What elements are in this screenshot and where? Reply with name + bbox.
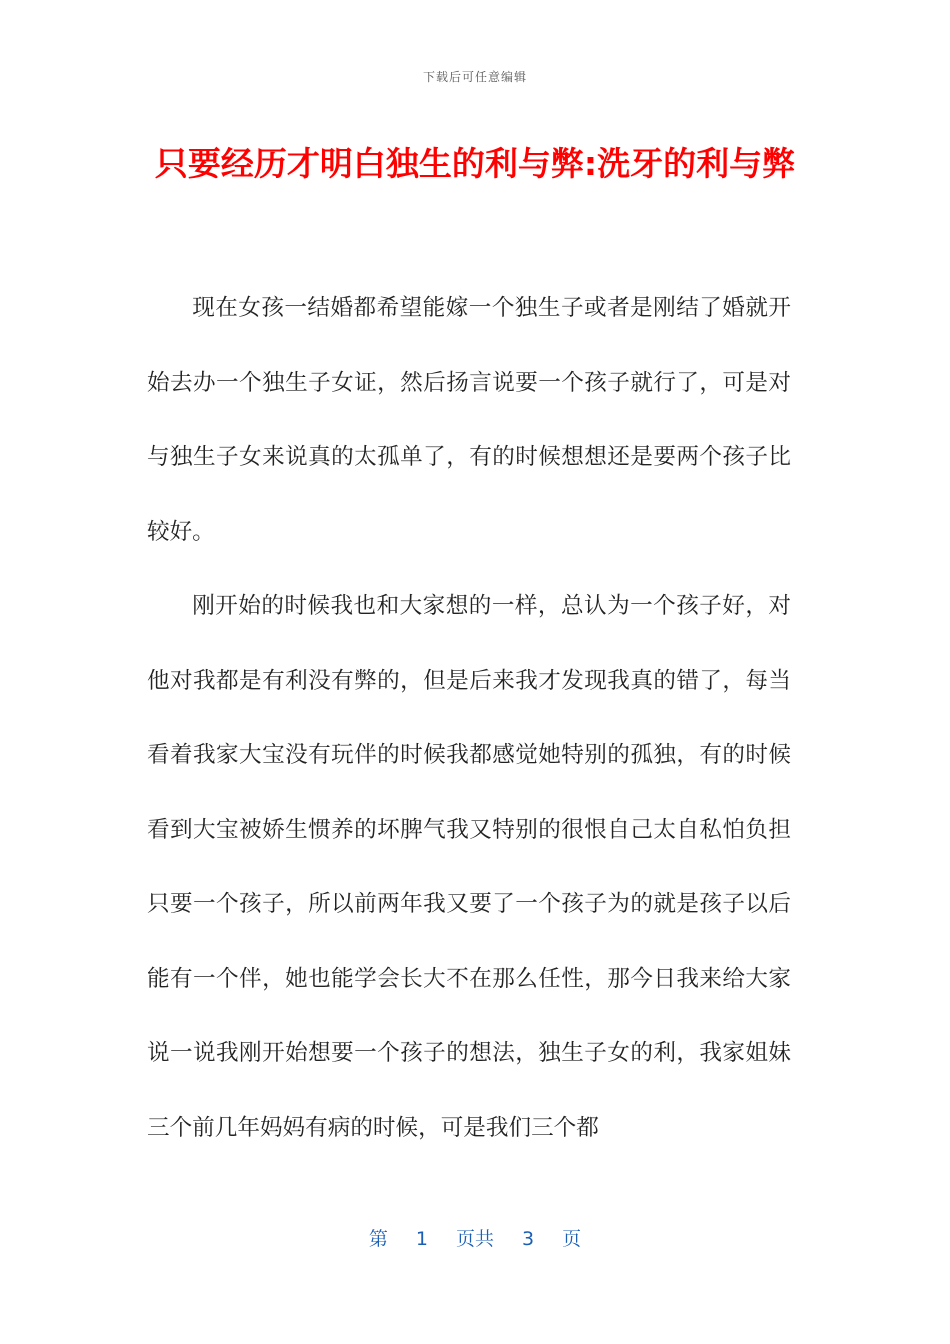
header-note: 下载后可任意编辑	[422, 70, 527, 84]
page-footer	[0, 1224, 950, 1251]
paragraph-1: 现在女孩一结婚都希望能嫁一个独生子或者是刚结了婚就开始去办一个独生子女证，然后扬言说要一个孩子就行了，可是对与独生子女来说真的太孤单了，有的时候想想还是要两个孩子比较好。	[147, 295, 791, 545]
document-title: 只要经历才明白独生的利与弊:洗牙的利与弊	[154, 144, 796, 183]
page-middle: 页共	[455, 1228, 494, 1250]
page-prefix: 第	[368, 1228, 388, 1250]
total-pages-number: 3	[522, 1228, 535, 1250]
page-suffix: 页	[562, 1228, 582, 1250]
document-body	[147, 271, 791, 1165]
paragraph-2: 刚开始的时候我也和大家想的一样，总认为一个孩子好，对他对我都是有利没有弊的，但是后来我才发现我真的错了，每当看着我家大宝没有玩伴的时候我都感觉她特别的孤独，有的时候看到大宝被娇生惯养的坏脾气我又特别的很恨自己太自私怕负担只要一个孩子，所以前两年我又要了一个孩子为的就是孩子以后能有一个伴，她也能学会长大不在那么任性，那今日我来给大家说一说我刚开始想要一个孩子的想法，独生子女的利，我家姐妹三个前几年妈妈有病的时候，可是我们三个都	[147, 593, 791, 1141]
current-page-number: 1	[415, 1228, 428, 1250]
